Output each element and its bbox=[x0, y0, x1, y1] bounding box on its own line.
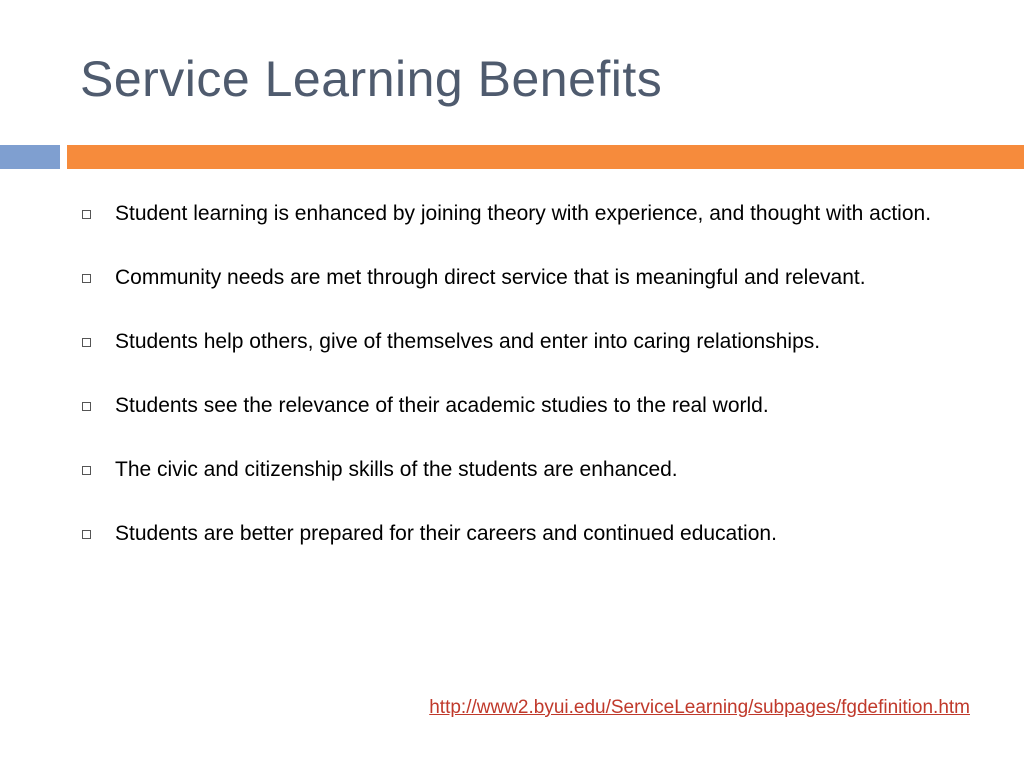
bullet-list bbox=[80, 200, 980, 584]
bullet-text: Students see the relevance of their academic studies to the real world. bbox=[115, 394, 769, 417]
bullet-text: Student learning is enhanced by joining theory with experience, and thought with action. bbox=[115, 202, 932, 225]
hollow-square-bullet-icon bbox=[82, 402, 91, 411]
bullet-item bbox=[80, 456, 980, 484]
bullet-text: Students are better prepared for their careers and continued education. bbox=[115, 522, 777, 545]
accent-bar-blue bbox=[0, 145, 60, 169]
bullet-item bbox=[80, 520, 980, 548]
accent-bar-orange bbox=[67, 145, 1024, 169]
bullet-item bbox=[80, 264, 980, 292]
slide-title: Service Learning Benefits bbox=[80, 51, 663, 107]
bullet-text: Students help others, give of themselves and enter into caring relationships. bbox=[115, 330, 821, 353]
hollow-square-bullet-icon bbox=[82, 530, 91, 539]
bullet-text: Community needs are met through direct service that is meaningful and relevant. bbox=[115, 266, 866, 289]
source-link[interactable]: http://www2.byui.edu/ServiceLearning/subpages/fgdefinition.htm bbox=[429, 697, 970, 718]
bullet-text: The civic and citizenship skills of the students are enhanced. bbox=[115, 458, 678, 481]
bullet-item bbox=[80, 392, 980, 420]
hollow-square-bullet-icon bbox=[82, 274, 91, 283]
bullet-item bbox=[80, 328, 980, 356]
hollow-square-bullet-icon bbox=[82, 466, 91, 475]
bullet-item bbox=[80, 200, 980, 228]
hollow-square-bullet-icon bbox=[82, 338, 91, 347]
hollow-square-bullet-icon bbox=[82, 210, 91, 219]
